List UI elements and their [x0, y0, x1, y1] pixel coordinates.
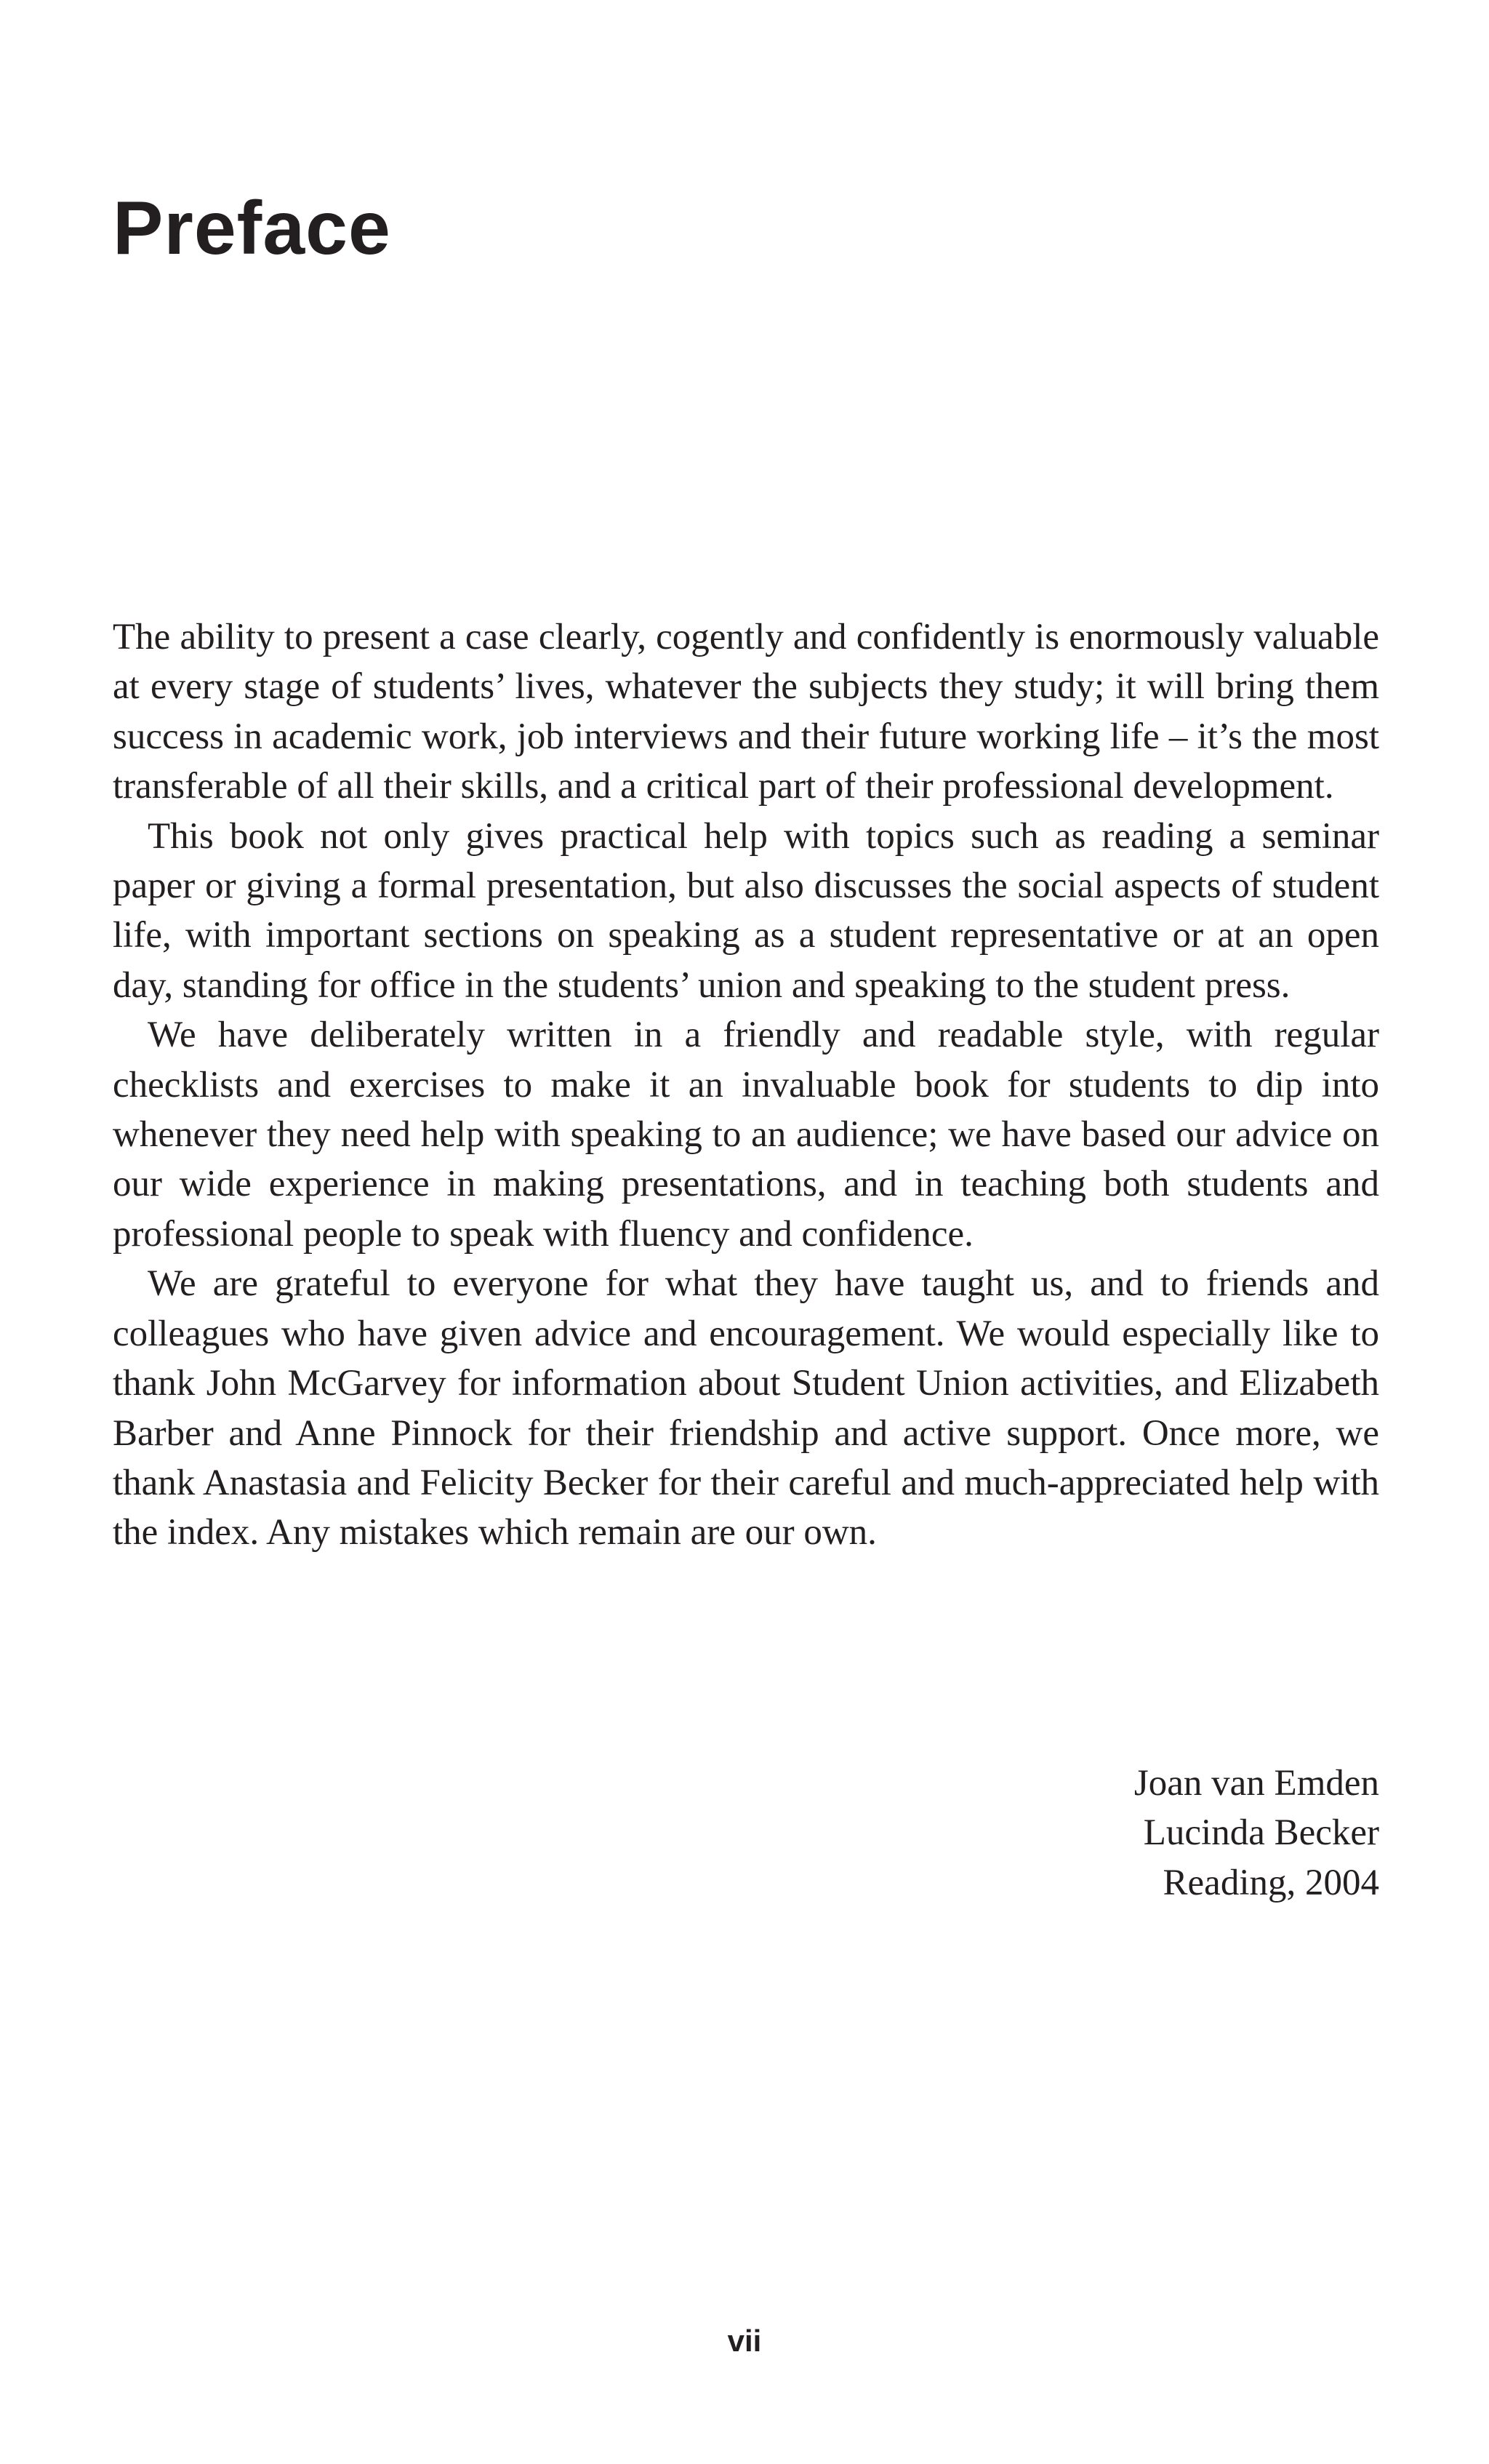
- author-name-1: Joan van Emden: [1133, 1763, 1379, 1804]
- page-title: Preface: [113, 186, 391, 271]
- signature-block: [1134, 1759, 1379, 1908]
- preface-body: [113, 612, 1379, 1558]
- paragraph-2: This book not only gives practical help with topics such as reading a seminar paper or giving a formal presentation, but also discusses the social aspects of student life, with important sections on speaking as a student representative or at an open day, standing for office in the students’ union and speaking to the student press.: [113, 815, 1379, 1006]
- page-number: vii: [727, 2324, 762, 2358]
- paragraph-3: We have deliberately written in a friendly and readable style, with regular checklists and exercises to make it an invaluable book for students to dip into whenever they need help with speaking to an audience; we have based our advice on our wide experience in making presentations, and in teaching both students and professional people to speak with fluency and confidence.: [113, 1015, 1379, 1255]
- place-and-date: Reading, 2004: [1163, 1862, 1379, 1903]
- author-name-2: Lucinda Becker: [1143, 1812, 1379, 1854]
- paragraph-4: We are grateful to everyone for what they have taught us, and to friends and colleagues who have given advice and encouragement. We would especially like to thank John McGarvey for information about Student Union activities, and Elizabeth Barber and Anne Pinnock for their friendship and active support. Once more, we thank Anastasia and Felicity Becker for their careful and much-appreciated help with the index. Any mistakes which remain are our own.: [113, 1263, 1379, 1553]
- paragraph-1: The ability to present a case clearly, cogently and confidently is enormously valuable at every stage of students’ lives, whatever the subjects they study; it will bring them success in academic work, job interviews and their future working life – it’s the most transferable of all their skills, and a critical part of their professional development.: [113, 617, 1379, 807]
